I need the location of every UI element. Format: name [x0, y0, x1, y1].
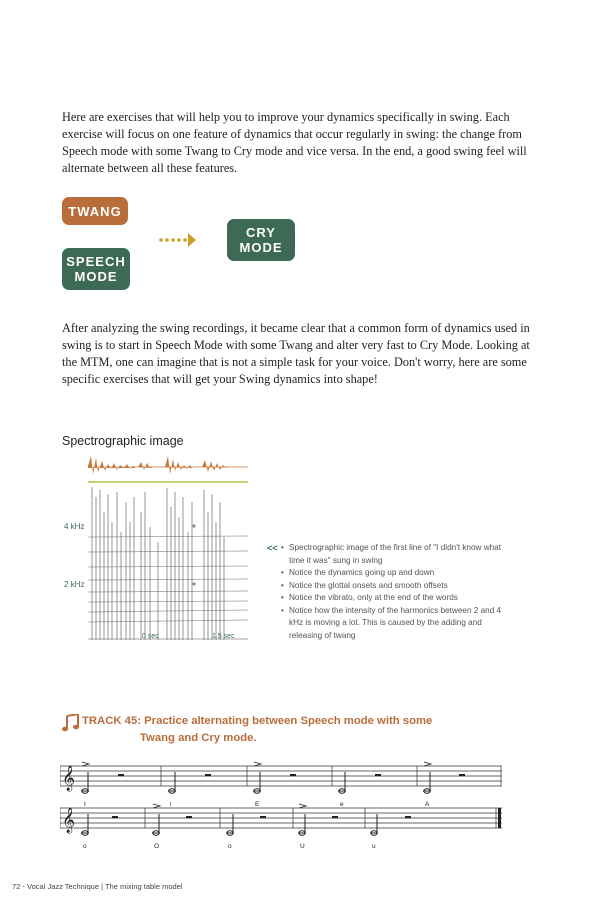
label-2khz: 2 kHz: [64, 580, 85, 589]
svg-text:𝄞: 𝄞: [62, 808, 76, 833]
note-item: • Notice the glottal onsets and smooth offsets: [281, 580, 507, 593]
label-1sec: 1.5 sec: [212, 633, 235, 640]
page-footer: 72 - Vocal Jazz Technique | The mixing table model: [12, 882, 183, 891]
speech-label-line2: MODE: [74, 269, 118, 284]
note-item: • Notice how the intensity of the harmonics between 2 and 4 kHz is moving a lot. This is caused by the adding and releasing of twang: [281, 605, 507, 643]
lyric: o: [83, 843, 87, 850]
chevron-left-icon: <<: [267, 543, 278, 553]
music-staff-2: [60, 800, 502, 850]
cry-label-line1: CRY: [246, 225, 276, 240]
lyric: o: [228, 843, 232, 850]
lyric: E: [255, 801, 260, 808]
note-item: • Notice the dynamics going up and down: [281, 567, 507, 580]
spectrogram-image: [62, 452, 248, 644]
lyric: e: [340, 801, 344, 808]
note-item: • Notice the vibrato, only at the end of the words: [281, 592, 507, 605]
lyric: U: [300, 843, 305, 850]
spectrogram-notes: [267, 542, 507, 642]
music-note-icon: [62, 714, 80, 732]
note-item: • Spectrographic image of the first line of "I didn't know what time it was" sung in swing: [281, 542, 507, 567]
spectrogram-title: Spectrographic image: [62, 434, 184, 448]
speech-label-line1: SPEECH: [66, 254, 126, 269]
twang-label: TWANG: [68, 203, 122, 219]
dotted-arrow-icon: [158, 230, 198, 250]
label-4khz: 4 kHz: [64, 522, 85, 531]
lyric: u: [372, 843, 376, 850]
twang-box: [62, 197, 128, 225]
svg-text:𝄞: 𝄞: [62, 766, 76, 791]
lyric: I: [84, 801, 86, 808]
track-title-line2: Twang and Cry mode.: [140, 732, 257, 744]
track-title-line1: TRACK 45: Practice alternating between Speech mode with some: [82, 715, 433, 727]
lyric: i: [170, 801, 172, 808]
cry-label-line2: MODE: [239, 240, 283, 255]
label-0sec: 0 sec: [142, 633, 159, 640]
intro-paragraph: Here are exercises that will help you to improve your dynamics specifically in swing. Each exercise will focus on one feature of dynamics that occur regularly in swing: the change from Speech mode with some Twang to Cry mode and vice versa. In the end, a good swing feel will alternate between all these features.: [62, 110, 527, 175]
lyric: O: [154, 843, 160, 850]
cry-mode-box: [227, 219, 295, 261]
lyric: A: [425, 801, 430, 808]
analysis-paragraph: After analyzing the swing recordings, it became clear that a common form of dynamics used in swing is to start in Speech Mode with some Twang and alter very fast to Cry Mode. Looking at the MTM, one can imagine that is not a simple task for your voice. Don't worry, here are some specific exercises that will get your Swing dynamics into shape!: [62, 321, 530, 386]
waveform: [88, 456, 228, 474]
speech-mode-box: [62, 248, 130, 290]
